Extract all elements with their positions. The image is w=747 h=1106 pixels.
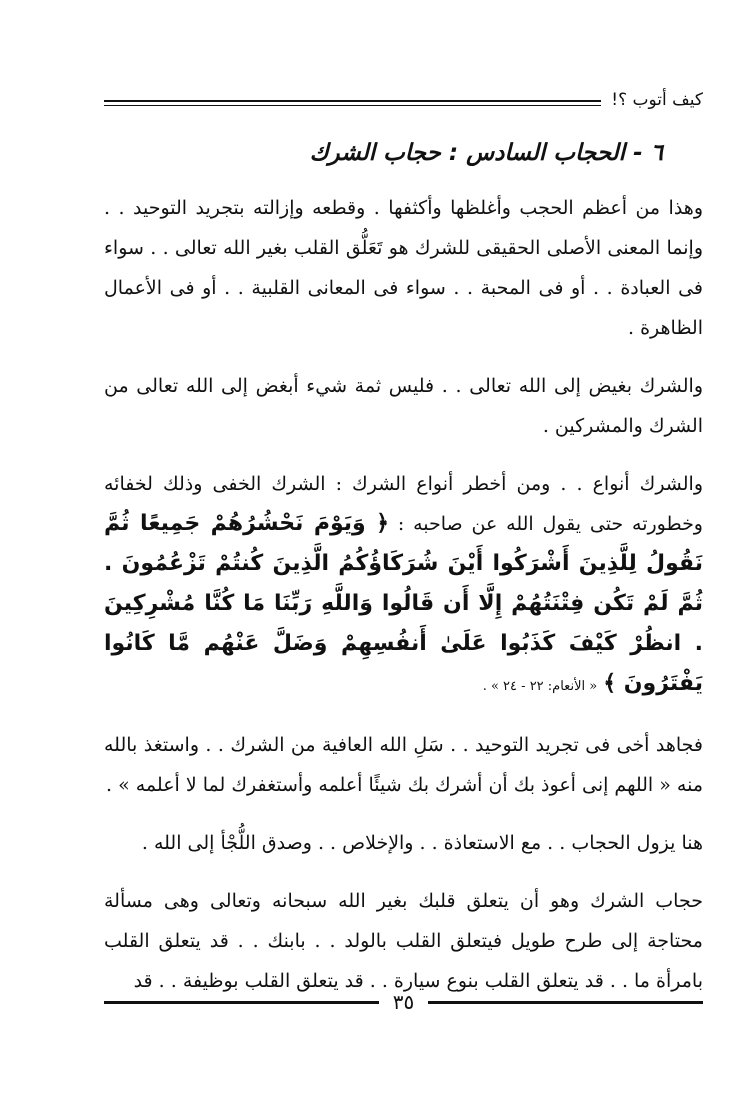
- paragraph-3: [104, 464, 703, 707]
- running-header: [104, 90, 703, 110]
- paragraph-6: حجاب الشرك وهو أن يتعلق قلبك بغير الله سبحانه وتعالى وهى مسألة محتاجة إلى طرح طويل فيتعلق القلب بالولد . . بابنك . . قد يتعلق القلب بامرأة ما . . قد يتعلق القلب بنوع سيارة . . قد يتعلق القلب بوظيفة . . قد: [104, 890, 703, 992]
- page-footer: [104, 990, 703, 1014]
- running-title: كيف أتوب ؟!: [611, 90, 703, 110]
- paragraph-3-intro: والشرك أنواع . . ومن أخطر أنواع الشرك : الشرك الخفى وذلك لخفائه وخطورته حتى يقول الله عن صاحبه :: [104, 473, 703, 535]
- section-heading: ٦ - الحجاب السادس : حجاب الشرك: [309, 140, 663, 166]
- header-rule: [104, 100, 601, 106]
- footer-rule-right: [428, 1001, 703, 1004]
- page-number: ٣٥: [392, 990, 415, 1014]
- paragraph-5: هنا يزول الحجاب . . مع الاستعاذة . . والإخلاص . . وصدق اللُّجْأ إلى الله .: [141, 832, 703, 854]
- body-text: [104, 188, 703, 1019]
- footer-rule-left: [104, 1001, 379, 1004]
- paragraph-2: والشرك بغيض إلى الله تعالى . . فليس ثمة شيء أبغض إلى الله تعالى من الشرك والمشركين .: [104, 375, 703, 437]
- verse-reference: « الأنعام: ٢٢ - ٢٤ » .: [482, 679, 598, 694]
- quran-verse: ﴿ وَيَوْمَ نَحْشُرُهُمْ جَمِيعًا ثُمَّ نَقُولُ لِلَّذِينَ أَشْرَكُوا أَيْنَ شُرَكَاؤُكُمُ الَّذِينَ كُنتُمْ تَزْعُمُونَ . ثُمَّ لَمْ تَكُن فِتْنَتُهُمْ إِلَّا أَن قَالُوا وَاللَّهِ رَبِّنَا مَا كُنَّا مُشْرِكِينَ . انظُرْ كَيْفَ كَذَبُوا عَلَىٰ أَنفُسِهِمْ وَضَلَّ عَنْهُم مَّا كَانُوا يَفْتَرُونَ ﴾: [104, 511, 703, 696]
- paragraph-1: وهذا من أعظم الحجب وأغلظها وأكثفها . وقطعه وإزالته بتجريد التوحيد . . وإنما المعنى الأصلى الحقيقى للشرك هو تَعَلُّق القلب بغير الله تعالى . . سواء فى العبادة . . أو فى المحبة . . سواء فى المعانى القلبية . . أو فى الأعمال الظاهرة .: [104, 197, 703, 339]
- paragraph-4: فجاهد أخى فى تجريد التوحيد . . سَلِ الله العافية من الشرك . . واستغذ بالله منه « اللهم إنى أعوذ بك أن أشرك بك شيئًا أعلمه وأستغفرك لما لا أعلمه » .: [104, 734, 703, 796]
